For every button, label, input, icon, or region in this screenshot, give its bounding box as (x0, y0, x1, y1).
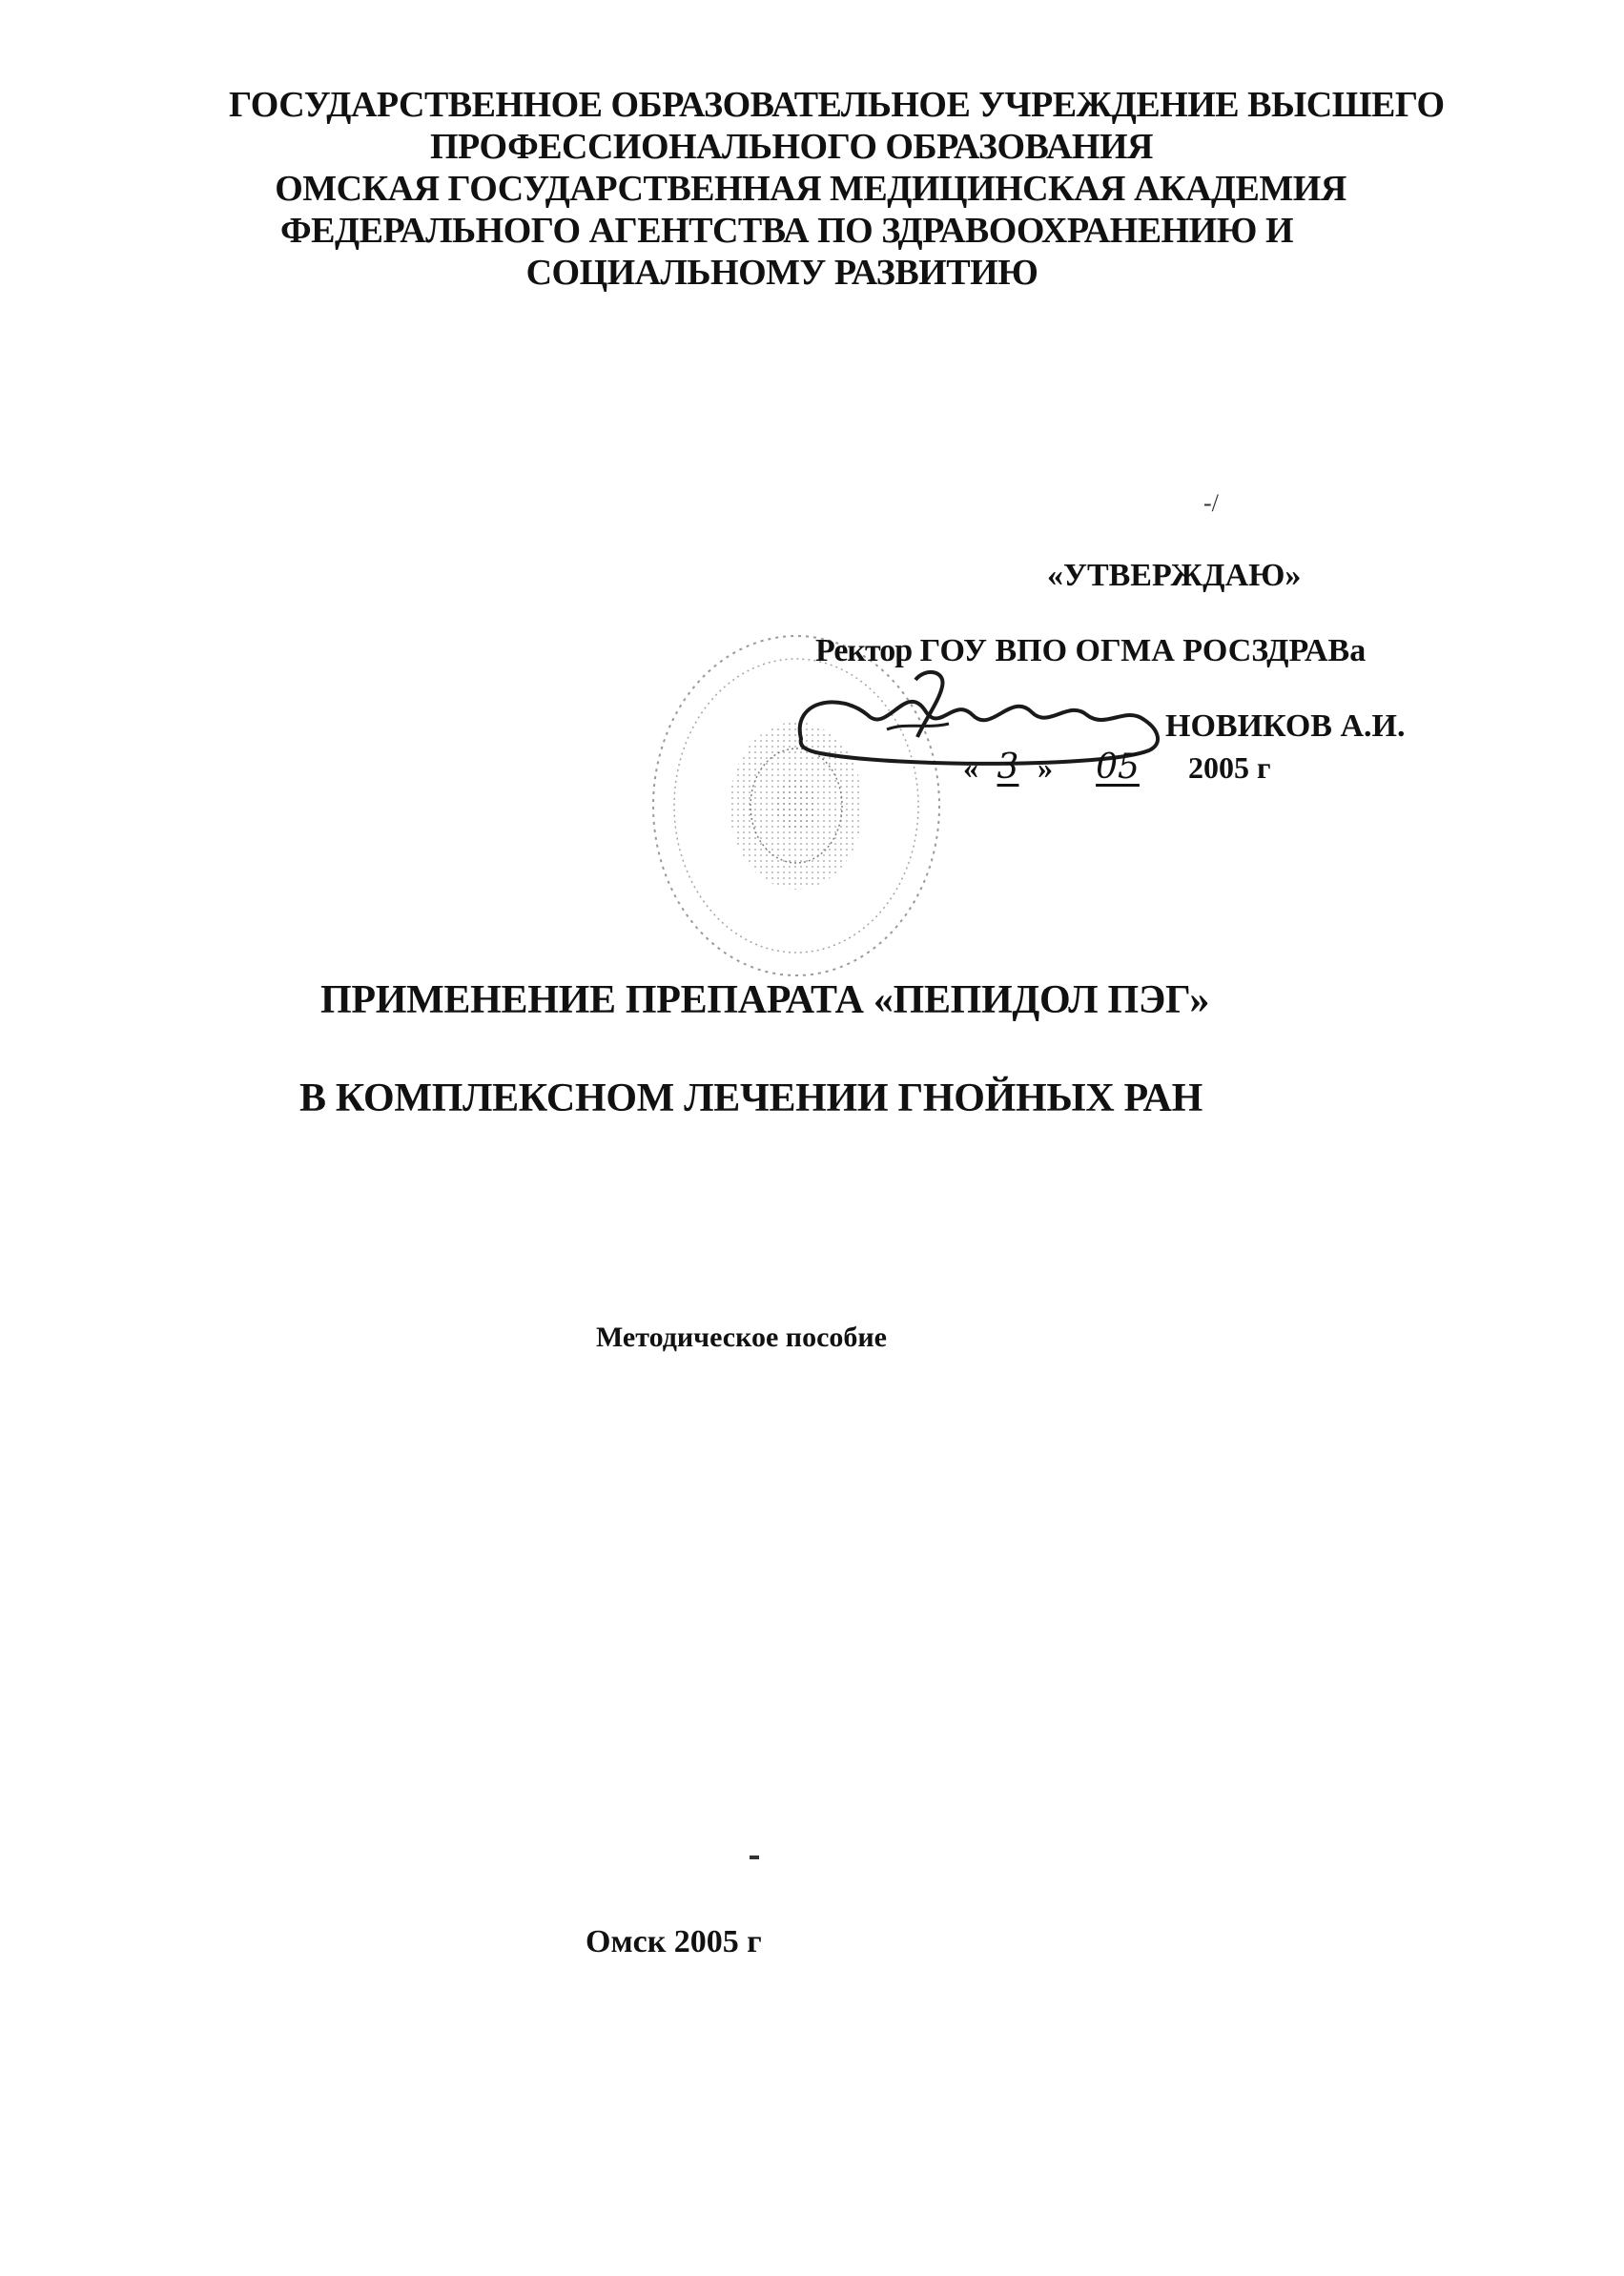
date-open-quote: « (963, 750, 978, 785)
small-mark: -/ (1203, 489, 1219, 517)
header-line-3: ОМСКАЯ ГОСУДАРСТВЕННАЯ МЕДИЦИНСКАЯ АКАДЕМИЯ (275, 169, 1346, 209)
signer-name: НОВИКОВ А.И. (1165, 708, 1406, 744)
document-title-line-2: В КОМПЛЕКСНОМ ЛЕЧЕНИИ ГНОЙНЫХ РАН (299, 1076, 1203, 1120)
dash-mark (750, 1856, 759, 1859)
institution-header (191, 84, 1445, 294)
approval-date (963, 748, 1271, 787)
date-year: 2005 г (1188, 750, 1271, 785)
rector-organization: ГОУ ВПО ОГМА РОСЗДРАВа (919, 633, 1367, 668)
rector-title: Ректор (815, 633, 913, 668)
place-and-year: Омск 2005 г (586, 1924, 762, 1959)
header-line-2: ПРОФЕССИОНАЛЬНОГО ОБРАЗОВАНИЯ (430, 127, 1153, 167)
document-subtitle: Методическое пособие (596, 1322, 887, 1353)
document-title-line-1: ПРИМЕНЕНИЕ ПРЕПАРАТА «ПЕПИДОЛ ПЭГ» (320, 978, 1210, 1022)
date-day: 3 (997, 748, 1019, 787)
header-line-5: СОЦИАЛЬНОМУ РАЗВИТИЮ (525, 253, 1038, 293)
date-close-quote: » (1038, 750, 1053, 785)
header-line-4: ФЕДЕРАЛЬНОГО АГЕНТСТВА ПО ЗДРАВООХРАНЕНИЮ И (279, 211, 1294, 251)
date-month: 05 (1096, 748, 1140, 787)
header-line-1: ГОСУДАРСТВЕННОЕ ОБРАЗОВАТЕЛЬНОЕ УЧРЕЖДЕНИЕ ВЫСШЕГО (229, 85, 1445, 125)
approval-label: «УТВЕРЖДАЮ» (1047, 558, 1302, 593)
